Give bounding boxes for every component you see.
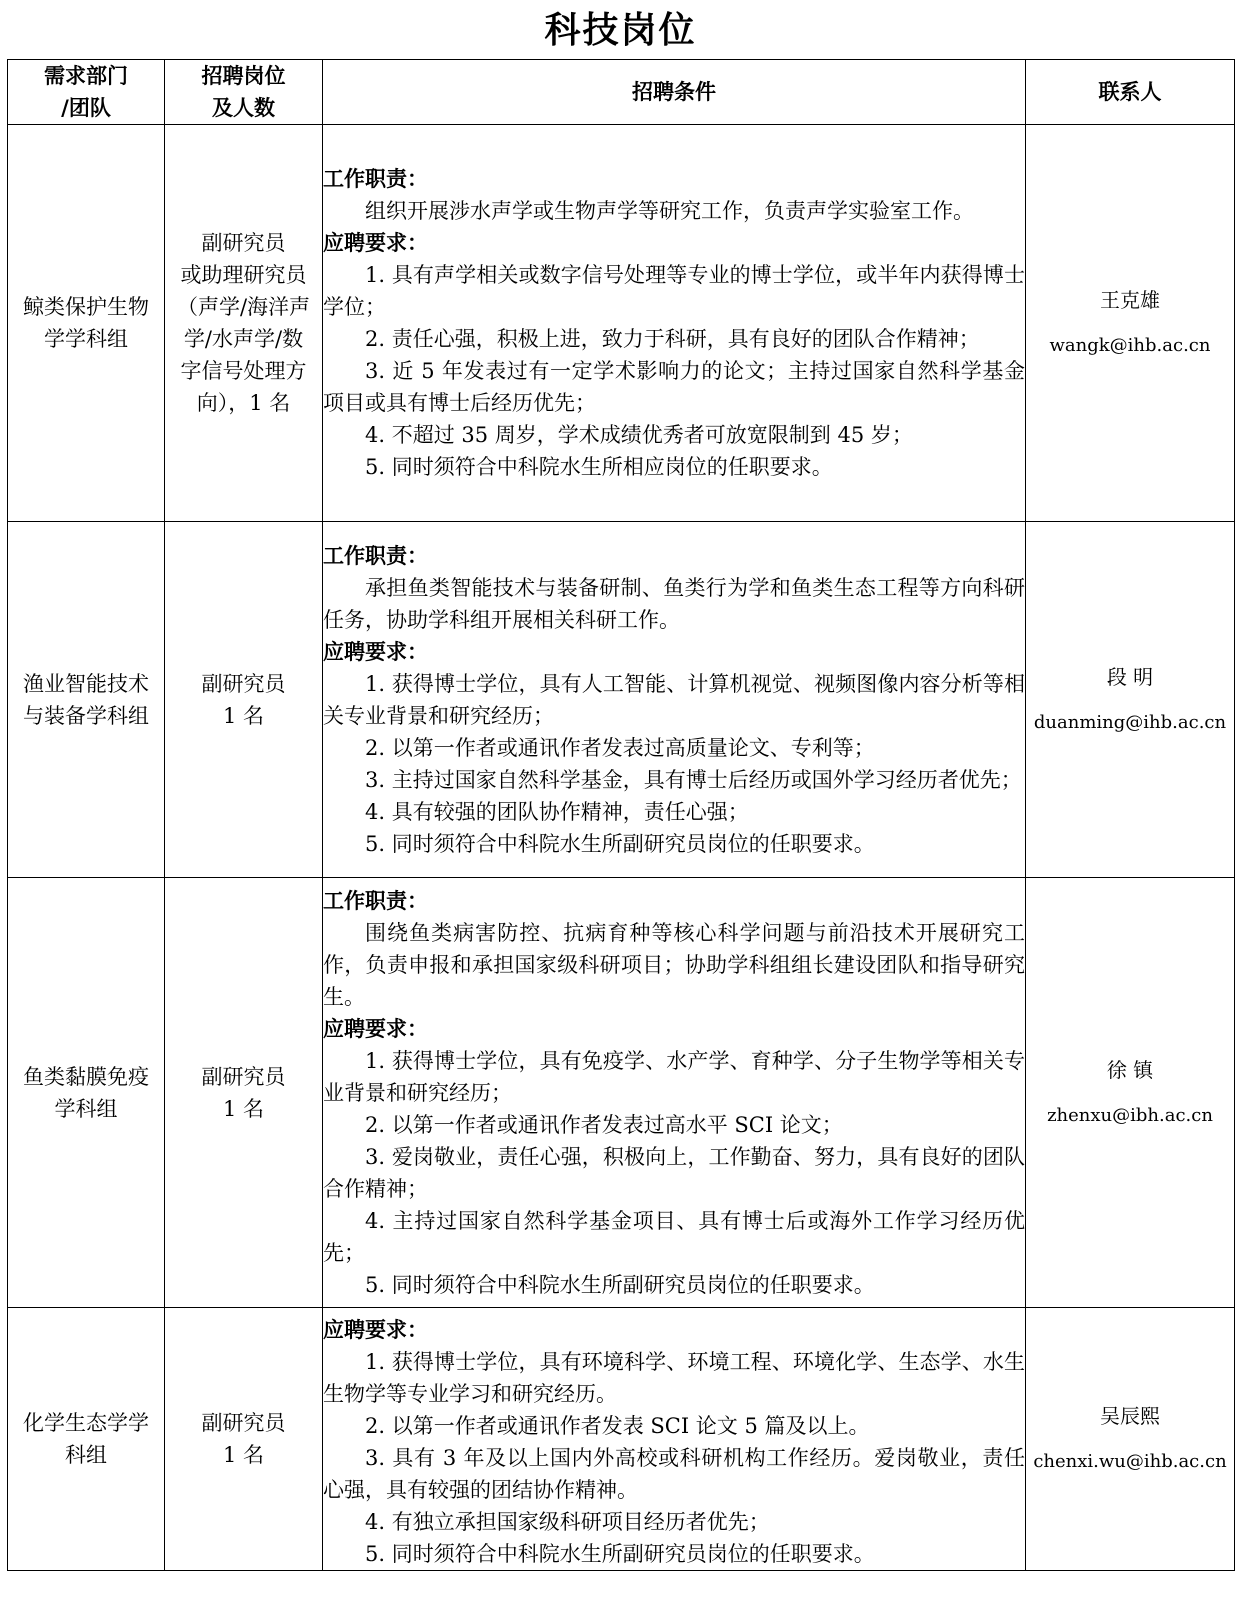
duty-text: 承担鱼类智能技术与装备研制、鱼类行为学和鱼类生态工程等方向科研任务，协助学科组开展相关科研工作。 [323,575,1025,632]
requirement-item: 3. 主持过国家自然科学基金，具有博士后经历或国外学习经历者优先； [365,767,1022,792]
requirement-item: 2. 以第一作者或通讯作者发表过高质量论文、专利等； [365,735,875,760]
contact-email: wangk@ihb.ac.cn [1049,335,1211,356]
position-cell: 副研究员 1 名 [165,522,323,878]
dept-cell: 鲸类保护生物 学学科组 [8,125,165,522]
header-dept: 需求部门 /团队 [8,60,165,125]
header-contact: 联系人 [1026,60,1235,125]
requirement-item: 4. 主持过国家自然科学基金项目、具有博士后或海外工作学习经历优先； [323,1208,1025,1265]
header-position: 招聘岗位 及人数 [165,60,323,125]
contact-cell [1026,125,1235,522]
requirements-cell [323,878,1026,1308]
recruitment-table [7,59,1235,1571]
contact-cell [1026,522,1235,878]
requirement-item: 3. 近 5 年发表过有一定学术影响力的论文；主持过国家自然科学基金项目或具有博士后经历优先； [323,359,1025,415]
requirement-item: 3. 具有 3 年及以上国内外高校或科研机构工作经历。爱岗敬业，责任心强，具有较强的团结协作精神。 [323,1446,1025,1502]
table-row [8,125,1235,522]
contact-name: 王克雄 [1100,288,1160,312]
contact-name: 徐 镇 [1106,1057,1154,1082]
duty-text: 组织开展涉水声学或生物声学等研究工作，负责声学实验室工作。 [365,199,974,223]
requirements-cell [323,522,1026,878]
requirements-cell [323,125,1026,522]
requirements-cell [323,1308,1026,1571]
dept-cell: 化学生态学学 科组 [8,1308,165,1571]
requirement-heading: 应聘要求： [323,1318,428,1342]
table-row [8,1308,1235,1571]
page-title: 科技岗位 [544,10,697,51]
requirement-item: 1. 获得博士学位，具有环境科学、环境工程、环境化学、生态学、水生生物学等专业学习和研究经历。 [323,1350,1025,1406]
requirement-item: 5. 同时须符合中科院水生所副研究员岗位的任职要求。 [365,1272,875,1297]
table-row [8,878,1235,1308]
contact-email: chenxi.wu@ihb.ac.cn [1033,1451,1227,1472]
duty-heading: 工作职责： [323,167,428,191]
requirement-item: 5. 同时须符合中科院水生所相应岗位的任职要求。 [365,455,833,479]
contact-name: 段 明 [1106,664,1154,689]
position-cell: 副研究员 1 名 [165,878,323,1308]
contact-email: duanming@ihb.ac.cn [1033,711,1227,733]
contact-email: zhenxu@ibh.ac.cn [1047,1104,1213,1126]
requirement-item: 2. 以第一作者或通讯作者发表 SCI 论文 5 篇及以上。 [365,1414,870,1438]
duty-heading: 工作职责： [323,888,428,913]
requirement-item: 1. 获得博士学位，具有人工智能、计算机视觉、视频图像内容分析等相关专业背景和研究经历； [323,671,1025,728]
requirement-item: 4. 不超过 35 周岁，学术成绩优秀者可放宽限制到 45 岁； [365,423,913,447]
contact-cell [1026,1308,1235,1571]
requirement-item: 1. 具有声学相关或数字信号处理等专业的博士学位，或半年内获得博士学位； [323,263,1025,319]
requirement-item: 5. 同时须符合中科院水生所副研究员岗位的任职要求。 [365,831,875,856]
duty-text: 围绕鱼类病害防控、抗病育种等核心科学问题与前沿技术开展研究工作，负责申报和承担国家级科研项目；协助学科组组长建设团队和指导研究生。 [323,920,1025,1009]
contact-cell [1026,878,1235,1308]
requirement-item: 3. 爱岗敬业，责任心强，积极向上，工作勤奋、努力，具有良好的团队合作精神； [323,1144,1025,1201]
dept-cell: 渔业智能技术 与装备学科组 [8,522,165,878]
duty-heading: 工作职责： [323,543,428,568]
requirement-heading: 应聘要求： [323,231,428,255]
requirement-item: 1. 获得博士学位，具有免疫学、水产学、育种学、分子生物学等相关专业背景和研究经历； [323,1048,1025,1105]
requirement-item: 4. 有独立承担国家级科研项目经历者优先； [365,1510,770,1534]
requirement-item: 4. 具有较强的团队协作精神，责任心强； [365,799,749,824]
position-cell: 副研究员 或助理研究员 （声学/海洋声 学/水声学/数 字信号处理方 向），1 名 [165,125,323,522]
contact-name: 吴辰熙 [1100,1404,1160,1428]
requirement-item: 2. 以第一作者或通讯作者发表过高水平 SCI 论文； [365,1112,843,1137]
table-header-row [8,60,1235,125]
header-requirements: 招聘条件 [323,60,1026,125]
position-cell: 副研究员 1 名 [165,1308,323,1571]
requirement-heading: 应聘要求： [323,1016,428,1041]
requirement-item: 2. 责任心强，积极上进，致力于科研，具有良好的团队合作精神； [365,327,980,351]
requirement-heading: 应聘要求： [323,639,428,664]
dept-cell: 鱼类黏膜免疫 学科组 [8,878,165,1308]
requirement-item: 5. 同时须符合中科院水生所副研究员岗位的任职要求。 [365,1542,875,1566]
table-row [8,522,1235,878]
